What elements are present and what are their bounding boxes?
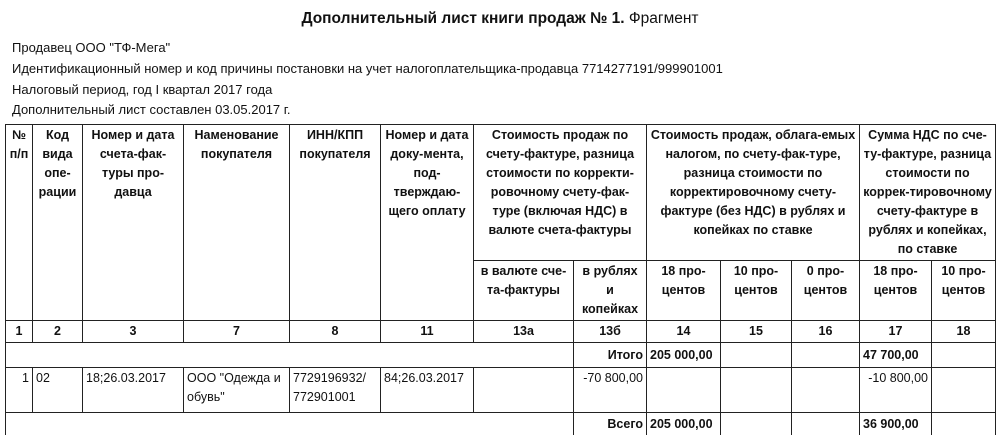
column-number: 14 [647, 321, 721, 343]
header-sales-value-rub: в рублях и копейках [574, 261, 647, 321]
total-row [6, 343, 996, 368]
row-taxable-18 [647, 368, 721, 413]
title-main: Дополнительный лист книги продаж № 1. [301, 10, 624, 27]
header-op-code: Код вида опе-рации [33, 125, 83, 321]
total-cell [721, 343, 792, 368]
compiled-date-line: Дополнительный лист составлен 03.05.2017 г. [12, 102, 291, 117]
header-taxable-value: Стоимость продаж, облага-емых налогом, по счету-фак-туре, разница стоимости по корректировочному счету-фактуре (без НДС) в рублях и копейках по ставке [647, 125, 860, 261]
column-number: 18 [932, 321, 996, 343]
header-num: № п/п [6, 125, 33, 321]
grand-total-vat-18: 36 900,00 [860, 413, 932, 435]
column-number: 13а [474, 321, 574, 343]
column-number: 7 [184, 321, 290, 343]
header-vat-sum: Сумма НДС по сче-ту-фактуре, разница стоимости по коррек-тировочному счету-фактуре в рублях и копейках, по ставке [860, 125, 996, 261]
header-taxable-18: 18 про-центов [647, 261, 721, 321]
column-number: 13б [574, 321, 647, 343]
row-taxable-0 [792, 368, 860, 413]
header-vat-18: 18 про-центов [860, 261, 932, 321]
row-inn-kpp: 7729196932/ 772901001 [290, 368, 381, 413]
row-invoice: 18;26.03.2017 [83, 368, 184, 413]
row-vat-18: -10 800,00 [860, 368, 932, 413]
grand-total-cell [721, 413, 792, 435]
header-payment-doc: Номер и дата доку-мента, под-тверждаю-щего оплату [381, 125, 474, 321]
total-spacer [6, 343, 574, 368]
column-number: 16 [792, 321, 860, 343]
header-sales-value-cur: в валюте сче-та-фактуры [474, 261, 574, 321]
header-inn-kpp: ИНН/КПП покупателя [290, 125, 381, 321]
row-vat-10 [932, 368, 996, 413]
seller-line: Продавец ООО "ТФ-Мега" [12, 40, 170, 55]
column-number: 15 [721, 321, 792, 343]
column-number: 1 [6, 321, 33, 343]
row-buyer: ООО "Одежда и обувь" [184, 368, 290, 413]
grand-total-taxable-18: 205 000,00 [647, 413, 721, 435]
header-taxable-0: 0 про-центов [792, 261, 860, 321]
grand-total-spacer [6, 413, 574, 435]
row-sales-value-rub: -70 800,00 [574, 368, 647, 413]
column-number: 2 [33, 321, 83, 343]
grand-total-label: Всего [574, 413, 647, 435]
row-payment-doc: 84;26.03.2017 [381, 368, 474, 413]
grand-total-cell [792, 413, 860, 435]
header-invoice: Номер и дата счета-фак-туры про-давца [83, 125, 184, 321]
seller-inn-line: Идентификационный номер и код причины постановки на учет налогоплательщика-продавца 7714277191/999901001 [12, 61, 723, 76]
total-label: Итого [574, 343, 647, 368]
column-number-row [6, 321, 996, 343]
row-taxable-10 [721, 368, 792, 413]
grand-total-row [6, 413, 996, 435]
header-row-1 [6, 125, 996, 261]
grand-total-cell [932, 413, 996, 435]
row-op-code: 02 [33, 368, 83, 413]
tax-period-line: Налоговый период, год I квартал 2017 года [12, 82, 272, 97]
column-number: 3 [83, 321, 184, 343]
total-vat-18: 47 700,00 [860, 343, 932, 368]
header-buyer: Наменование покупателя [184, 125, 290, 321]
table-row [6, 368, 996, 413]
column-number: 8 [290, 321, 381, 343]
column-number: 17 [860, 321, 932, 343]
total-taxable-18: 205 000,00 [647, 343, 721, 368]
document-title [0, 10, 1000, 28]
header-vat-10: 10 про-центов [932, 261, 996, 321]
sales-book-table [5, 124, 996, 435]
total-cell [792, 343, 860, 368]
column-number: 11 [381, 321, 474, 343]
header-taxable-10: 10 про-центов [721, 261, 792, 321]
header-sales-value: Стоимость продаж по счету-фактуре, разница стоимости по корректи-ровочному счету-фак-туре (включая НДС) в валюте счета-фактуры [474, 125, 647, 261]
title-suffix: Фрагмент [629, 10, 699, 27]
row-num: 1 [6, 368, 33, 413]
total-cell [932, 343, 996, 368]
row-sales-value-cur [474, 368, 574, 413]
